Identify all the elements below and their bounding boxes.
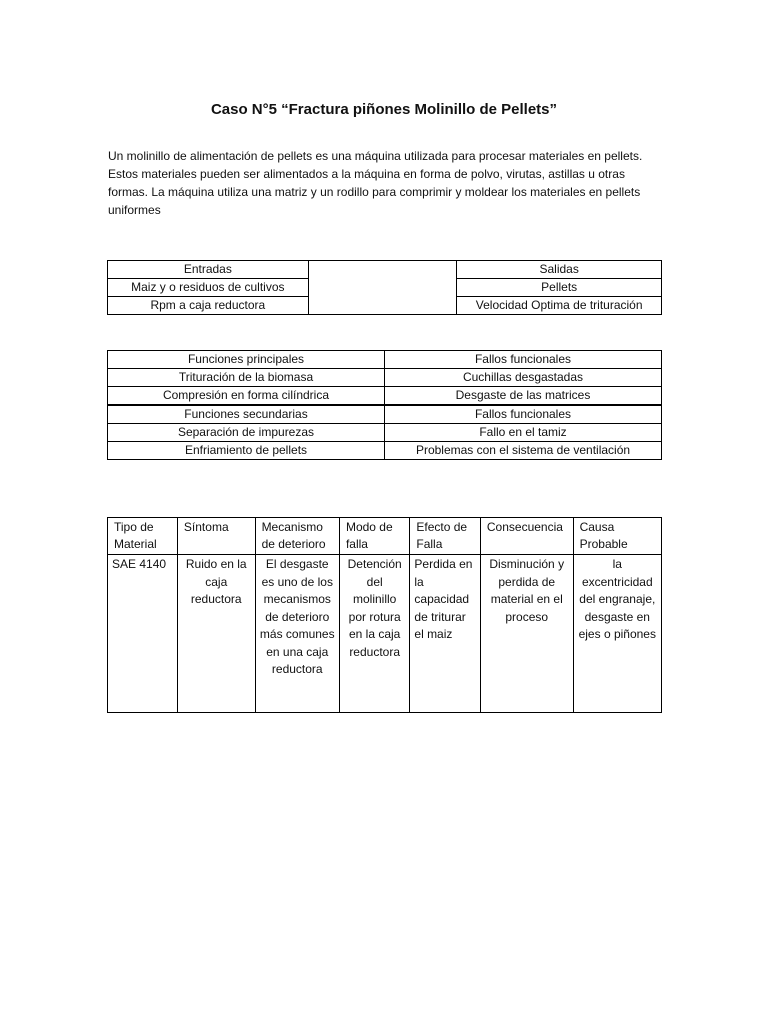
table-row	[108, 369, 662, 387]
inputs-outputs-table	[107, 260, 662, 315]
table-row	[108, 351, 662, 369]
outputs-header: Salidas	[457, 261, 662, 279]
data-cell: Ruido en la caja reductora	[177, 555, 255, 713]
failure-cell: Fallos funcionales	[385, 405, 662, 424]
table-row	[108, 405, 662, 424]
failure-analysis-table	[107, 517, 662, 713]
data-cell: El desgaste es uno de los mecanismos de deterioro más comunes en una caja reductora	[255, 555, 339, 713]
data-cell: SAE 4140	[108, 555, 178, 713]
header-cell: Tipo de Material	[108, 518, 178, 555]
failure-cell: Problemas con el sistema de ventilación	[385, 442, 662, 460]
data-cell: Perdida en la capacidad de triturar el maiz	[410, 555, 480, 713]
failure-cell: Desgaste de las matrices	[385, 387, 662, 406]
function-cell: Enfriamiento de pellets	[108, 442, 385, 460]
table-row	[108, 261, 662, 279]
data-cell: Disminución y perdida de material en el proceso	[480, 555, 573, 713]
spacer-cell	[308, 261, 457, 315]
header-cell: Síntoma	[177, 518, 255, 555]
data-cell: Detención del molinillo por rotura en la caja reductora	[339, 555, 409, 713]
failure-cell: Fallos funcionales	[385, 351, 662, 369]
table-header-row	[108, 518, 662, 555]
function-cell: Separación de impurezas	[108, 424, 385, 442]
input-cell: Rpm a caja reductora	[108, 297, 309, 315]
table-row	[108, 424, 662, 442]
table-row	[108, 387, 662, 406]
table-row	[108, 442, 662, 460]
inputs-header: Entradas	[108, 261, 309, 279]
table-row	[108, 555, 662, 713]
functions-table	[107, 350, 662, 460]
input-cell: Maiz y o residuos de cultivos	[108, 279, 309, 297]
header-cell: Mecanismo de deterioro	[255, 518, 339, 555]
function-cell: Funciones secundarias	[108, 405, 385, 424]
header-cell: Consecuencia	[480, 518, 573, 555]
failure-cell: Fallo en el tamiz	[385, 424, 662, 442]
header-cell: Causa Probable	[573, 518, 661, 555]
data-cell: la excentricidad del engranaje, desgaste en ejes o piñones	[573, 555, 661, 713]
function-cell: Funciones principales	[108, 351, 385, 369]
intro-paragraph: Un molinillo de alimentación de pellets es una máquina utilizada para procesar materiales en pellets. Estos materiales pueden ser alimentados a la máquina en forma de polvo, virutas, astillas u otras formas. La máquina utiliza una matriz y un rodillo para comprimir y moldear los materiales en pellets uniformes	[108, 149, 643, 217]
header-cell: Modo de falla	[339, 518, 409, 555]
header-cell: Efecto de Falla	[410, 518, 480, 555]
failure-cell: Cuchillas desgastadas	[385, 369, 662, 387]
function-cell: Compresión en forma cilíndrica	[108, 387, 385, 406]
output-cell: Velocidad Optima de trituración	[457, 297, 662, 315]
function-cell: Trituración de la biomasa	[108, 369, 385, 387]
document-title: Caso N°5 “Fractura piñones Molinillo de Pellets”	[210, 101, 558, 118]
output-cell: Pellets	[457, 279, 662, 297]
